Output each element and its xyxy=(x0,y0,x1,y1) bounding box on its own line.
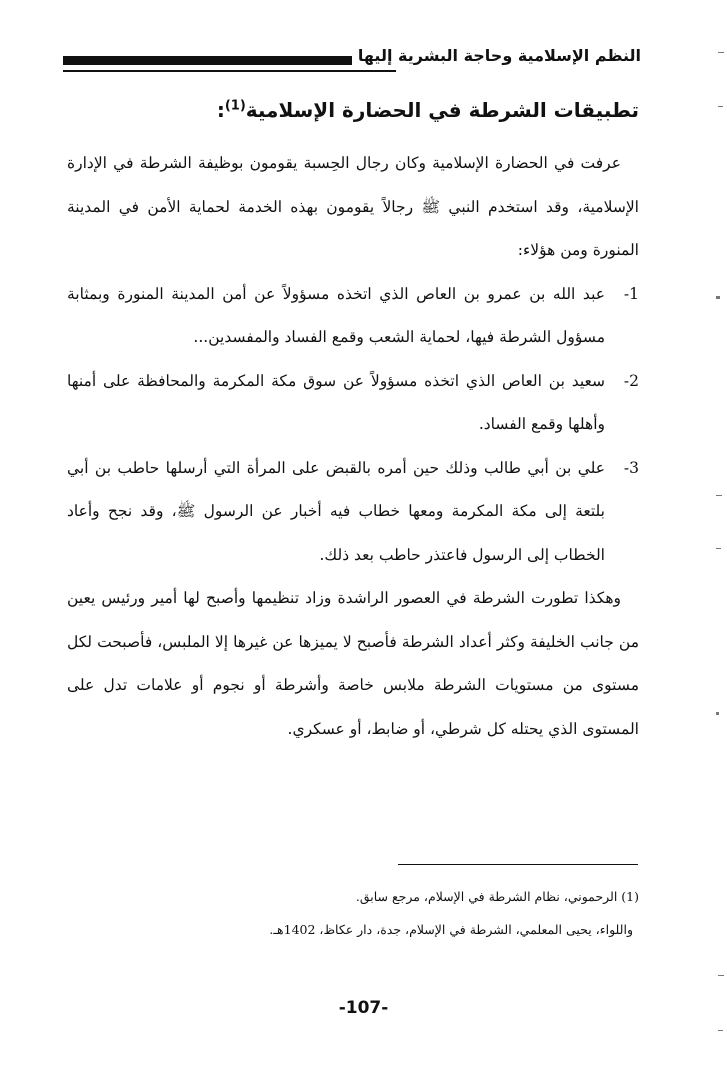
scan-edge-mark xyxy=(716,495,722,496)
body-text xyxy=(67,142,639,751)
footnote-1: (1) الرحموني، نظام الشرطة في الإسلام، مرجع سابق. xyxy=(355,889,639,904)
scan-edge-mark xyxy=(718,975,724,976)
section-heading-text: تطبيقات الشرطة في الحضارة الإسلامية xyxy=(245,98,639,122)
list-item-number: 2- xyxy=(623,371,639,390)
header-rule-thick xyxy=(63,56,396,65)
intro-paragraph: عرفت في الحضارة الإسلامية وكان رجال الحِسبة يقومون بوظيفة الشرطة في الإدارة الإسلامية، وقد استخدم النبي ﷺ رجالاً يقومون بهذه الخدمة لحماية الأمن في المدينة المنورة ومن هؤلاء: xyxy=(67,154,639,259)
list-item-text: سعيد بن العاص الذي اتخذه مسؤولاً عن سوق مكة المكرمة والمحافظة على أمنها وأهلها وقمع الفساد. xyxy=(67,371,605,433)
page-number: -107- xyxy=(338,998,389,1018)
footnote-reference: (1) xyxy=(224,98,246,114)
list-item-number: 3- xyxy=(623,458,639,477)
header-rule-thin xyxy=(63,70,396,72)
list-item-text: عبد الله بن عمرو بن العاص الذي اتخذه مسؤولاً عن أمن المدينة المنورة وبمثابة مسؤول الشرطة فيها، لحماية الشعب وقمع الفساد والمفسدين... xyxy=(67,284,605,346)
list-item-number: 1- xyxy=(623,284,639,303)
footnotes xyxy=(79,880,639,946)
scan-edge-mark xyxy=(716,296,720,299)
list-item xyxy=(67,273,639,360)
header-title: النظم الإسلامية وحاجة البشرية إليها xyxy=(352,46,641,65)
footnote-1-continuation: واللواء، يحيى المعلمي، الشرطة في الإسلام، جدة، دار عكاظ، 1402هـ. xyxy=(269,922,633,937)
section-heading-colon: : xyxy=(216,98,225,122)
scan-edge-mark xyxy=(718,1030,723,1031)
scan-edge-mark xyxy=(716,548,721,549)
section-heading xyxy=(79,98,639,122)
scan-edge-mark xyxy=(718,52,724,53)
scan-edge-mark xyxy=(716,712,719,715)
closing-paragraph: وهكذا تطورت الشرطة في العصور الراشدة وزاد تنظيمها وأصبح لها أمير ورئيس يعين من جانب الخليفة وكثر أعداد الشرطة فأصبح لا يميزها عن غيرها إلا الملبس، فأصبحت لكل مستوى من مستويات الشرطة ملابس خاصة وأشرطة أو نجوم أو علامات تدل على المستوى الذي يحتله كل شرطي، أو ضابط، أو عسكري. xyxy=(67,589,639,738)
running-header xyxy=(63,44,641,78)
scan-edge-mark xyxy=(718,106,723,107)
footnote-divider xyxy=(398,864,638,865)
list-item-text: علي بن أبي طالب وذلك حين أمره بالقبض على المرأة التي أرسلها حاطب بن أبي بلتعة إلى مكة المكرمة ومعها خطاب فيه أخبار عن الرسول ﷺ، وقد نجح وأعاد الخطاب إلى الرسول فاعتذر حاطب بعد ذلك. xyxy=(67,458,605,564)
list-item xyxy=(67,360,639,447)
list-item xyxy=(67,447,639,578)
